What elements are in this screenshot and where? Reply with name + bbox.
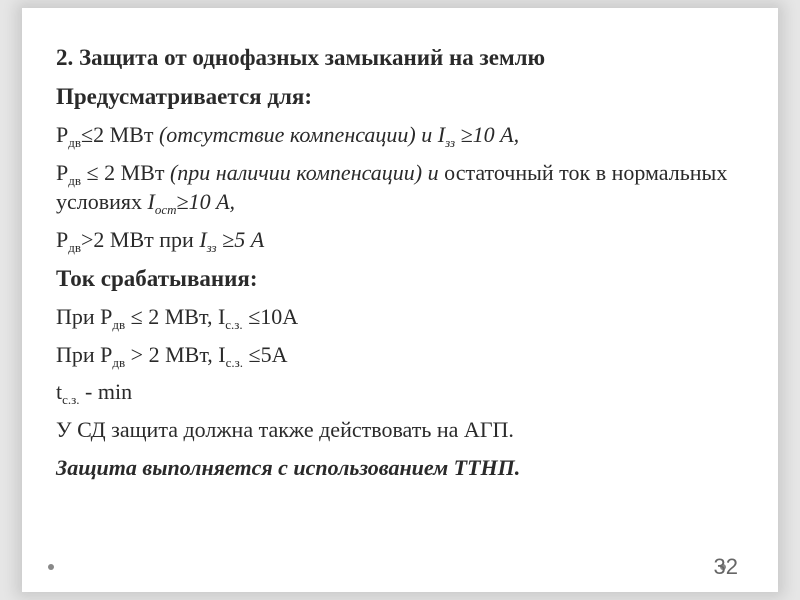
compensation-note: (отсутствие компенсации) и: [158, 122, 438, 148]
slide-content: [56, 42, 746, 490]
power-symbol: P: [56, 227, 69, 253]
current-subscript: с.з.: [225, 354, 244, 370]
trip-prefix: При P: [56, 303, 113, 329]
current-symbol: I: [147, 189, 155, 215]
current-condition: ≥10 А,: [455, 122, 520, 148]
current-subscript: зз: [445, 135, 456, 151]
page-number: 32: [713, 554, 738, 579]
current-subscript: с.з.: [225, 316, 243, 332]
bullet-dot-icon: [48, 564, 54, 570]
current-symbol: I: [437, 122, 446, 148]
current-symbol: I: [199, 227, 207, 253]
sd-note: У СД защита должна также действовать на АГП.: [56, 416, 514, 442]
condition-line-1: [56, 120, 746, 150]
trip-mid: > 2 МВт, I: [125, 341, 226, 367]
slide: [22, 8, 778, 592]
power-subscript: дв: [112, 316, 126, 332]
current-subscript: зз: [206, 240, 217, 256]
compensation-note: (при наличии компенсации) и: [169, 159, 439, 185]
time-value: - min: [79, 379, 133, 405]
trip-mid: ≤ 2 МВт, I: [125, 303, 226, 329]
current-subscript: ост: [154, 202, 177, 218]
trip-value: ≤10А: [242, 303, 299, 329]
current-condition: ≥5 А: [216, 227, 265, 253]
conclusion: Защита выполняется с использованием ТТНП.: [56, 454, 521, 480]
power-subscript: дв: [112, 354, 126, 370]
power-condition: >2 МВт при: [81, 227, 200, 253]
time-subscript: с.з.: [62, 392, 80, 408]
power-subscript: дв: [68, 135, 82, 151]
slide-heading: 2. Защита от однофазных замыканий на землю: [56, 45, 546, 70]
trip-prefix: При P: [56, 341, 113, 367]
power-condition: ≤ 2 МВт: [81, 159, 170, 185]
provided-for-label: Предусматривается для:: [56, 84, 313, 110]
trip-line-2: [56, 340, 746, 370]
residual-current-text: остаточный ток в нормальных условиях: [56, 159, 728, 215]
time-symbol: t: [56, 379, 63, 405]
current-condition: ≥10 А,: [176, 189, 236, 215]
trip-value: ≤5А: [243, 341, 288, 367]
time-line: [56, 377, 746, 407]
condition-line-3: [56, 225, 746, 255]
power-subscript: дв: [68, 240, 82, 256]
condition-line-2: [56, 158, 746, 217]
power-condition: ≤2 МВт: [81, 122, 159, 148]
power-subscript: дв: [68, 172, 82, 188]
power-symbol: P: [56, 122, 69, 148]
trip-current-label: Ток срабатывания:: [56, 265, 258, 291]
power-symbol: P: [56, 159, 69, 185]
trip-line-1: [56, 302, 746, 332]
